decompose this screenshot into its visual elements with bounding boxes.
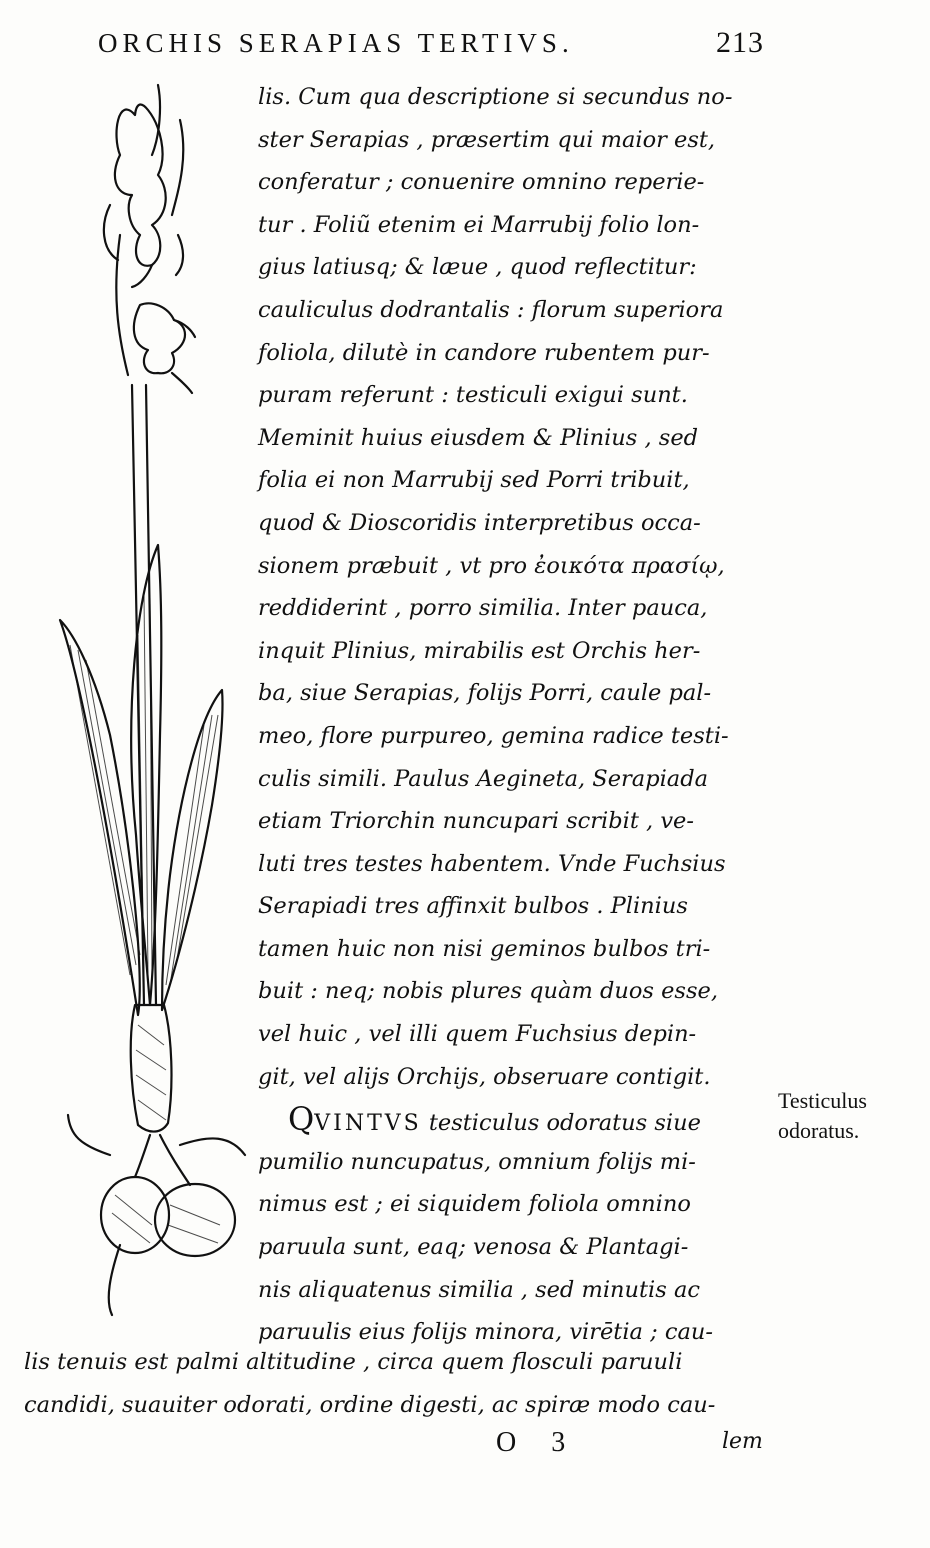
text-line: inquit Plinius, mirabilis est Orchis her- [258, 637, 701, 664]
text-line: sionem præbuit , vt pro ἐοικότα πρασίῳ, [258, 552, 725, 579]
text-line: tur . Foliũ etenim ei Marrubij folio lon- [258, 211, 700, 238]
text-line: etiam Triorchin nuncupari scribit , ve- [258, 808, 694, 835]
text-line: ster Serapias , præsertim qui maior est, [258, 126, 716, 153]
text-line: foliola, dilutè in candore rubentem pur- [258, 339, 710, 366]
text-line: culis simili. Paulus Aegineta, Serapiada [258, 765, 709, 792]
text-line: Meminit huius eiusdem & Plinius , sed [258, 424, 699, 451]
text-line: conferatur ; conuenire omnino reperie- [258, 169, 705, 196]
initial-letter: Q [288, 1100, 315, 1139]
text-line: quod & Dioscoridis interpretibus occa- [258, 509, 701, 536]
main-text [258, 76, 770, 1354]
text-line: lis. Cum qua descriptione si secundus no- [258, 84, 733, 110]
margin-note-line: odoratus. [778, 1118, 860, 1143]
text-line: candidi, suauiter odorati, ordine digesti, ac spiræ modo cau- [24, 1391, 716, 1418]
text-line: gius latiusq; & læue , quod reflectitur: [258, 254, 697, 281]
text-fragment: testiculus odoratus siue [421, 1110, 701, 1137]
text-line: folia ei non Marrubij sed Porri tribuit, [258, 467, 690, 494]
text-line: reddiderint , porro similia. Inter pauca, [258, 595, 708, 622]
paragraph-start-line [258, 1098, 770, 1141]
text-line: nimus est ; ei siquidem foliola omnino [258, 1191, 691, 1218]
orchid-plant-woodcut-icon [40, 75, 270, 1355]
margin-note [778, 1086, 923, 1146]
text-line: Serapiadi tres affinxit bulbos . Plinius [258, 893, 688, 920]
text-line: luti tres testes habentem. Vnde Fuchsius [258, 850, 726, 877]
page-number: 213 [716, 26, 764, 59]
text-line: buit : neq; nobis plures quàm duos esse, [258, 978, 718, 1005]
text-line: lis tenuis est palmi altitudine , circa quem flosculi paruuli [24, 1349, 683, 1375]
text-line: meo, flore purpureo, gemina radice testi- [258, 722, 729, 749]
signature-mark: O 3 [496, 1427, 580, 1458]
full-width-text [24, 1341, 784, 1426]
text-line: git, vel alijs Orchijs, obseruare contigit. [258, 1063, 711, 1090]
text-line: tamen huic non nisi geminos bulbos tri- [258, 935, 711, 962]
text-line: paruula sunt, eaq; venosa & Plantagi- [258, 1234, 689, 1261]
margin-note-line: Testiculus [778, 1088, 867, 1113]
text-line: pumilio nuncupatus, omnium folijs mi- [258, 1148, 696, 1175]
text-line: puram referunt : testiculi exigui sunt. [258, 382, 688, 409]
text-line: nis aliquatenus similia , sed minutis ac [258, 1276, 700, 1303]
text-line: paruulis eius folijs minora, virētia ; cau- [258, 1319, 713, 1346]
running-title: ORCHIS SERAPIAS TERTIVS. [98, 28, 574, 58]
text-line: vel huic , vel illi quem Fuchsius depin- [258, 1021, 697, 1048]
small-caps-word: VINTVS [314, 1111, 422, 1137]
catchword: lem [722, 1429, 763, 1454]
text-line: ba, siue Serapias, folijs Porri, caule pal- [258, 680, 712, 707]
text-line: cauliculus dodrantalis : florum superiora [258, 296, 724, 323]
